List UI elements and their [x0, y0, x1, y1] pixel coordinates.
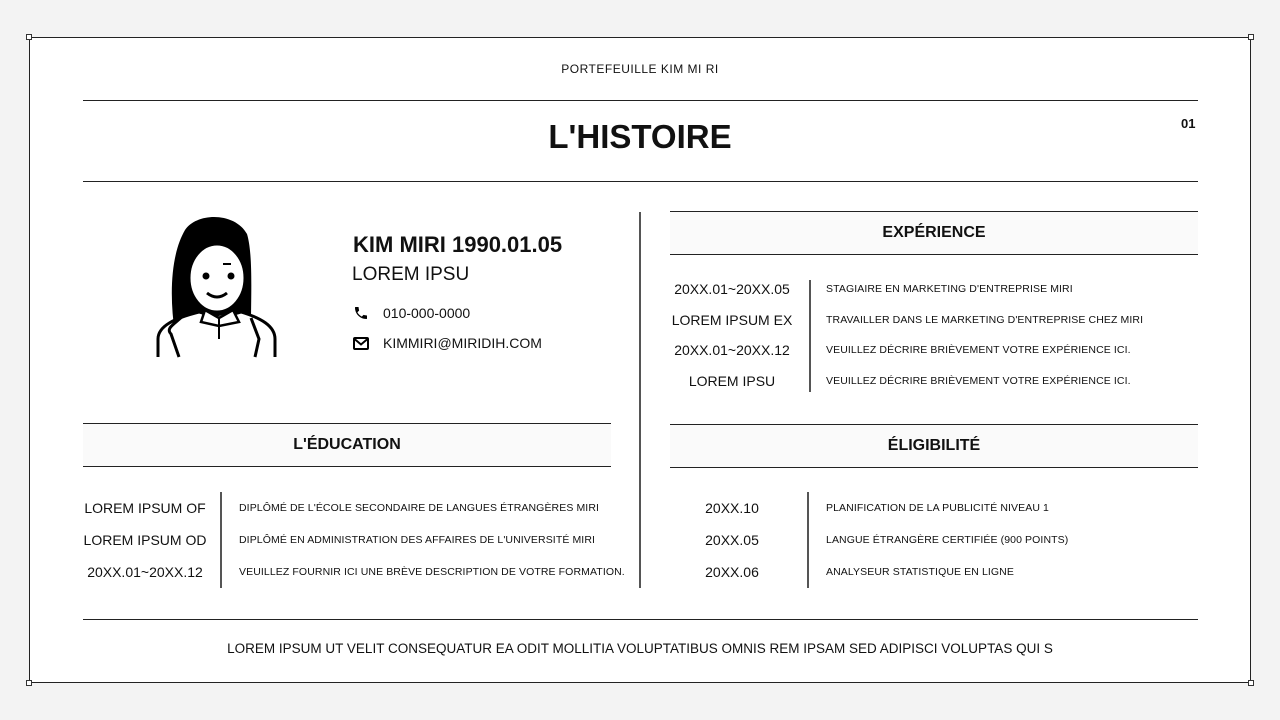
- column-divider: [639, 212, 641, 588]
- experience-date: LOREM IPSUM EX: [671, 312, 793, 328]
- education-date: LOREM IPSUM OF: [84, 500, 206, 516]
- phone-number: 010-000-0000: [383, 305, 471, 321]
- education-date: 20XX.01~20XX.12: [87, 564, 203, 580]
- experience-divider: [809, 280, 811, 392]
- email-icon: [353, 337, 369, 350]
- education-desc: DIPLÔMÉ EN ADMINISTRATION DES AFFAIRES DE L'UNIVERSITÉ MIRI: [239, 534, 596, 546]
- eligibility-header: ÉLIGIBILITÉ: [670, 424, 1198, 468]
- education-divider: [220, 492, 222, 588]
- experience-header: EXPÉRIENCE: [670, 211, 1198, 255]
- eligibility-desc: PLANIFICATION DE LA PUBLICITÉ NIVEAU 1: [826, 502, 1049, 514]
- phone-icon: [353, 305, 369, 321]
- resize-handle[interactable]: [1248, 34, 1254, 40]
- education-desc: DIPLÔMÉ DE L'ÉCOLE SECONDAIRE DE LANGUES ÉTRANGÈRES MIRI: [239, 502, 600, 514]
- divider: [83, 181, 1198, 182]
- experience-desc: STAGIAIRE EN MARKETING D'ENTREPRISE MIRI: [826, 283, 1073, 295]
- eligibility-date: 20XX.10: [705, 500, 759, 516]
- eligibility-desc: LANGUE ÉTRANGÈRE CERTIFIÉE (900 POINTS): [826, 534, 1069, 546]
- portfolio-label: PORTEFEUILLE KIM MI RI: [561, 62, 719, 76]
- education-date: LOREM IPSUM OD: [83, 532, 207, 548]
- profile-role: LOREM IPSU: [352, 264, 470, 285]
- experience-date: LOREM IPSU: [688, 373, 776, 389]
- education-header: L'ÉDUCATION: [83, 423, 611, 467]
- experience-desc: VEUILLEZ DÉCRIRE BRIÈVEMENT VOTRE EXPÉRIENCE ICI.: [826, 375, 1131, 387]
- eligibility-date: 20XX.06: [705, 564, 759, 580]
- eligibility-divider: [807, 492, 809, 588]
- education-desc: VEUILLEZ FOURNIR ICI UNE BRÈVE DESCRIPTION DE VOTRE FORMATION.: [239, 566, 625, 578]
- divider: [83, 100, 1198, 101]
- page-title: L'HISTOIRE: [548, 118, 732, 155]
- experience-date: 20XX.01~20XX.05: [674, 281, 790, 297]
- eligibility-date: 20XX.05: [705, 532, 759, 548]
- experience-desc: VEUILLEZ DÉCRIRE BRIÈVEMENT VOTRE EXPÉRIENCE ICI.: [826, 344, 1131, 356]
- divider: [83, 619, 1198, 620]
- resize-handle[interactable]: [1248, 680, 1254, 686]
- footer-text: LOREM IPSUM UT VELIT CONSEQUATUR EA ODIT MOLLITIA VOLUPTATIBUS OMNIS REM IPSAM SED ADIPISCI VOLUPTAS QUI S: [227, 641, 1053, 656]
- avatar: [155, 214, 279, 358]
- page-number: 01: [1181, 116, 1196, 131]
- experience-date: 20XX.01~20XX.12: [674, 342, 790, 358]
- resize-handle[interactable]: [26, 34, 32, 40]
- profile-name: KIM MIRI 1990.01.05: [353, 232, 563, 257]
- resize-handle[interactable]: [26, 680, 32, 686]
- email-address: KIMMIRI@MIRIDIH.COM: [383, 335, 542, 351]
- eligibility-desc: ANALYSEUR STATISTIQUE EN LIGNE: [826, 566, 1014, 578]
- experience-desc: TRAVAILLER DANS LE MARKETING D'ENTREPRISE CHEZ MIRI: [826, 314, 1144, 326]
